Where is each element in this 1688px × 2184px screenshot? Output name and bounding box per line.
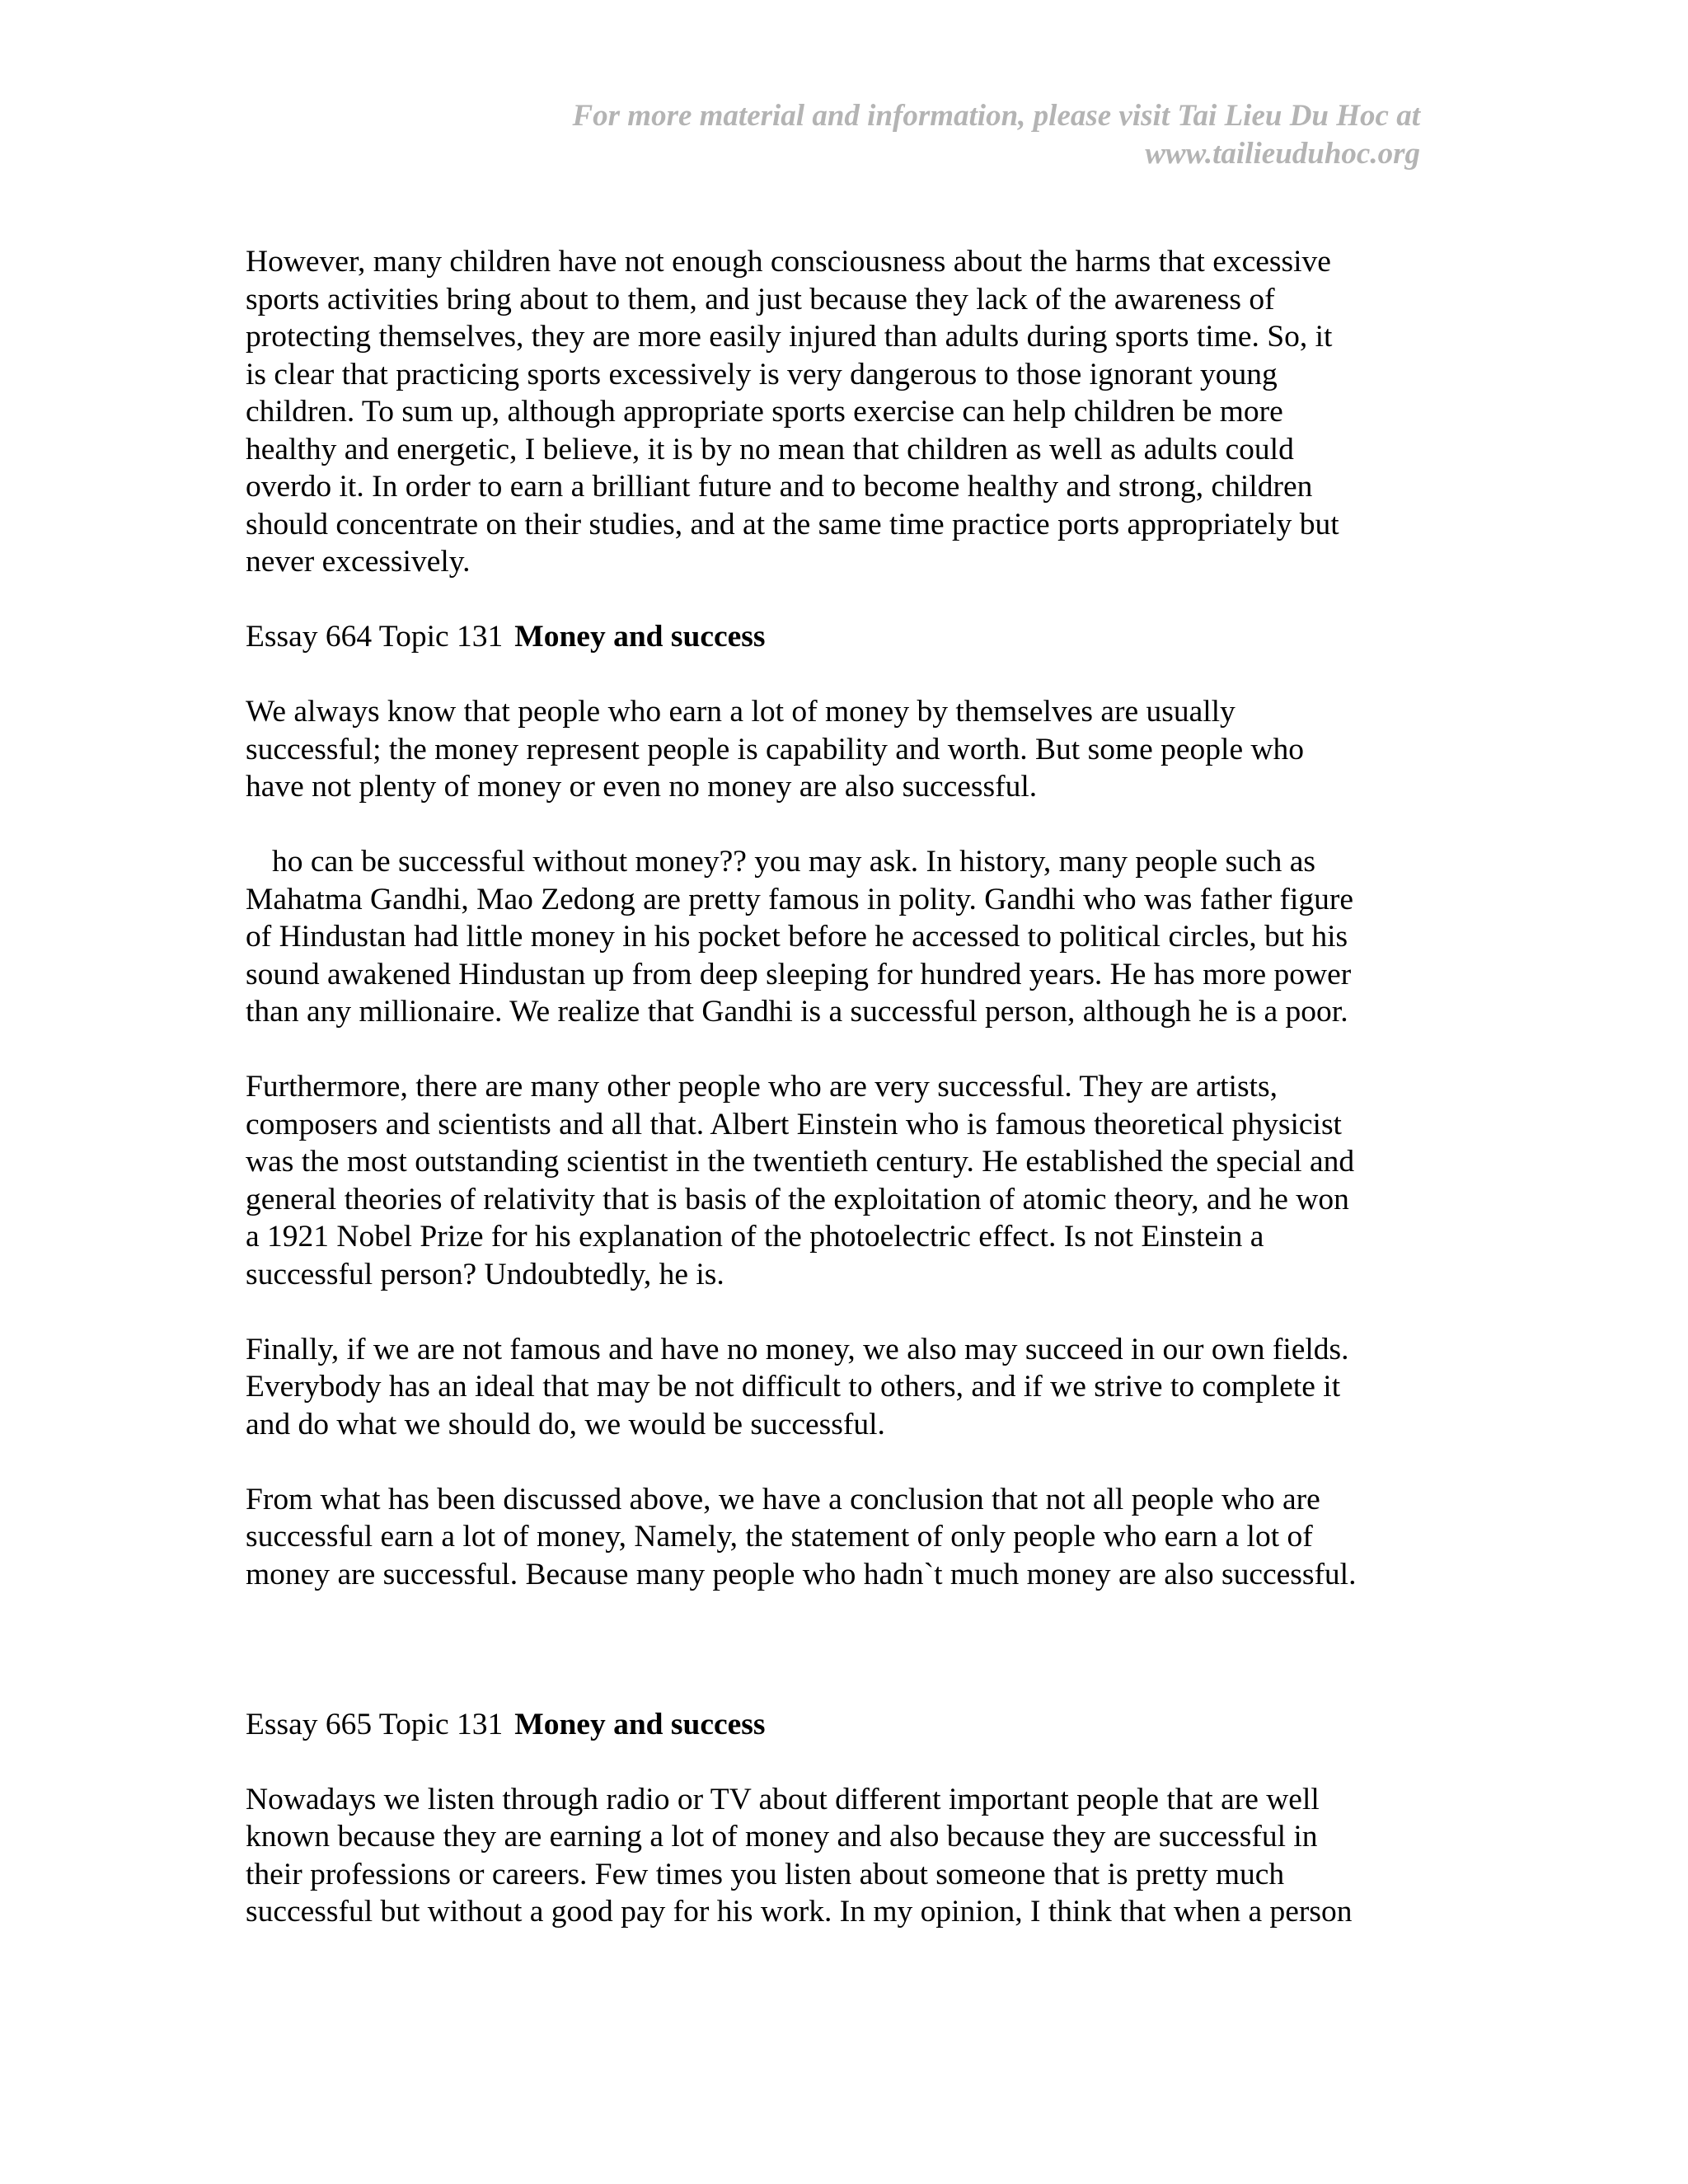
text-line: known because they are earning a lot of money and also because they are successful in (246, 1820, 1318, 1854)
text-line: a 1921 Nobel Prize for his explanation of the photoelectric effect. Is not Einstein a (246, 1220, 1264, 1254)
text-line: Nowadays we listen through radio or TV about different important people that are well (246, 1782, 1320, 1816)
text-line: their professions or careers. Few times you listen about someone that is pretty much (246, 1857, 1285, 1891)
text-line: successful but without a good pay for his work. In my opinion, I think that when a person (246, 1895, 1353, 1929)
essay-topic-title: Money and success (514, 620, 766, 654)
paragraph-gandhi (246, 843, 1449, 1031)
text-line: healthy and energetic, I believe, it is by no mean that children as well as adults could (246, 432, 1294, 466)
text-line: However, many children have not enough consciousness about the harms that excessive (246, 245, 1331, 279)
paragraph-einstein (246, 1068, 1449, 1293)
text-line: overdo it. In order to earn a brilliant future and to become healthy and strong, children (246, 470, 1313, 504)
essay-665-heading (246, 1706, 1449, 1744)
paragraph-essay-665-intro (246, 1781, 1449, 1931)
paragraph-finally (246, 1331, 1449, 1444)
text-line: should concentrate on their studies, and at the same time practice ports appropriately but (246, 507, 1339, 541)
paragraph-conclusion (246, 1481, 1449, 1594)
text-line: money are successful. Because many people who hadn`t much money are also successful. (246, 1557, 1357, 1591)
document-body (246, 243, 1449, 1931)
text-line: Furthermore, there are many other people who are very successful. They are artists, (246, 1070, 1278, 1104)
text-line: composers and scientists and all that. Albert Einstein who is famous theoretical physicist (246, 1107, 1342, 1141)
text-line: ho can be successful without money?? you may ask. In history, many people such as (272, 845, 1316, 879)
header-line-2: www.tailieuduhoc.org (1145, 137, 1420, 171)
text-line: We always know that people who earn a lot of money by themselves are usually (246, 695, 1236, 729)
text-line: than any millionaire. We realize that Gandhi is a successful person, although he is a poor. (246, 995, 1348, 1029)
text-line: is clear that practicing sports excessively is very dangerous to those ignorant young (246, 357, 1278, 391)
text-line: Finally, if we are not famous and have no money, we also may succeed in our own fields. (246, 1332, 1349, 1366)
text-line: never excessively. (246, 545, 471, 579)
text-line: children. To sum up, although appropriate sports exercise can help children be more (246, 395, 1283, 429)
page-header (572, 97, 1420, 173)
text-line: have not plenty of money or even no money are also successful. (246, 770, 1038, 804)
text-line: successful person? Undoubtedly, he is. (246, 1257, 724, 1291)
text-line: From what has been discussed above, we have a conclusion that not all people who are (246, 1482, 1320, 1516)
text-line: successful earn a lot of money, Namely, the statement of only people who earn a lot of (246, 1520, 1313, 1554)
paragraph-sports-conclusion (246, 243, 1449, 581)
text-line: sports activities bring about to them, and just because they lack of the awareness of (246, 282, 1275, 316)
text-line: sound awakened Hindustan up from deep sleeping for hundred years. He has more power (246, 957, 1352, 991)
text-line: protecting themselves, they are more easily injured than adults during sports time. So, it (246, 320, 1333, 354)
paragraph-intro (246, 693, 1449, 806)
text-line: was the most outstanding scientist in the twentieth century. He established the special and (246, 1145, 1355, 1179)
essay-label: Essay 665 Topic 131 (246, 1707, 504, 1741)
essay-664-heading (246, 618, 1449, 656)
essay-topic-title: Money and success (514, 1707, 766, 1741)
text-line: general theories of relativity that is basis of the exploitation of atomic theory, and he won (246, 1182, 1349, 1216)
text-line: successful; the money represent people is capability and worth. But some people who (246, 732, 1305, 766)
text-line: of Hindustan had little money in his pocket before he accessed to political circles, but his (246, 920, 1348, 954)
text-line: Mahatma Gandhi, Mao Zedong are pretty famous in polity. Gandhi who was father figure (246, 882, 1354, 916)
text-line: and do what we should do, we would be successful. (246, 1407, 885, 1441)
header-line-1: For more material and information, please visit Tai Lieu Du Hoc at (572, 99, 1420, 133)
essay-label: Essay 664 Topic 131 (246, 620, 504, 654)
text-line: Everybody has an ideal that may be not difficult to others, and if we strive to complete it (246, 1370, 1341, 1404)
